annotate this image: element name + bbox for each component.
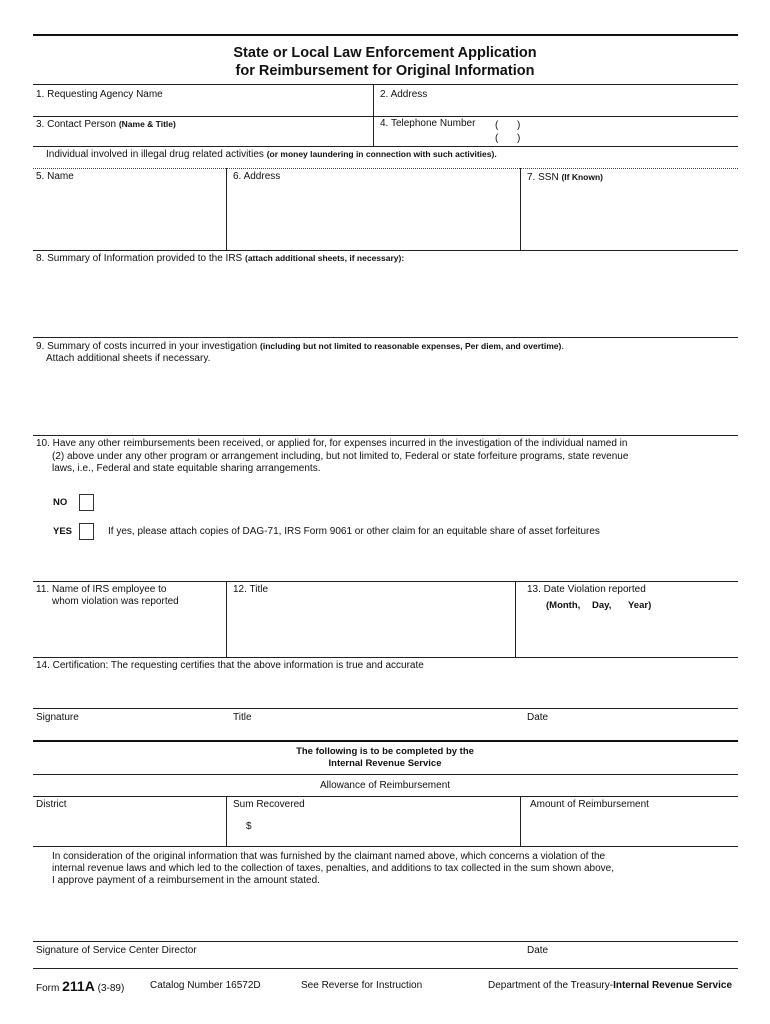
district-label: District: [36, 799, 67, 810]
year-label: Year): [628, 600, 652, 611]
contact-person-input[interactable]: [36, 131, 370, 147]
date-label: Date: [527, 712, 549, 723]
requesting-agency-label: 1. Requesting Agency Name: [36, 89, 163, 100]
dotted-rule: [33, 168, 738, 169]
department-name: Department of the Treasury-Internal Revenue Service: [488, 980, 733, 991]
area-code-close-1: ): [517, 120, 521, 131]
consideration-line1: In consideration of the original information that was furnished by the claimant named above, which concerns a violation of the: [52, 851, 606, 862]
district-input[interactable]: [36, 814, 224, 844]
rule: [33, 657, 738, 658]
irs-section-heading-line1: The following is to be completed by the: [296, 746, 474, 757]
sum-recovered-input[interactable]: [256, 818, 518, 838]
reimbursement-question-line2: (2) above under any other program or arrangement including, but not limited to, Federal or state forfeiture programs, state revenue: [52, 451, 629, 462]
telephone-input-1[interactable]: [525, 120, 729, 134]
divider: [226, 168, 227, 250]
certification-signature-input[interactable]: [36, 690, 735, 708]
date-violation-label: 13. Date Violation reported: [527, 584, 646, 595]
rule: [33, 708, 738, 709]
divider: [520, 796, 521, 846]
yes-label: YES: [53, 526, 73, 537]
rule: [33, 968, 738, 969]
top-rule: [33, 34, 738, 36]
certification-text: 14. Certification: The requesting certifies that the above information is true and accurate: [36, 660, 424, 671]
rule: [33, 116, 738, 117]
dollar-sign: $: [246, 821, 252, 832]
divider: [226, 581, 227, 657]
ssn-label: 7. SSN (If Known): [527, 172, 604, 183]
date-violation-input[interactable]: [527, 616, 731, 654]
name-label: 5. Name: [36, 171, 74, 182]
summary-info-label: 8. Summary of Information provided to the IRS (attach additional sheets, if necessary):: [36, 253, 405, 264]
individual-address-label: 6. Address: [233, 171, 281, 182]
ssn-input[interactable]: [527, 186, 731, 202]
agency-address-input[interactable]: [380, 101, 734, 117]
telephone-label: 4. Telephone Number: [380, 118, 476, 129]
irs-employee-label-line2: whom violation was reported: [52, 596, 179, 607]
director-date-label: Date: [527, 945, 549, 956]
individual-name-input[interactable]: [36, 186, 224, 250]
rule: [33, 435, 738, 436]
divider: [226, 796, 227, 846]
form-title-line1: State or Local Law Enforcement Application: [233, 45, 537, 61]
irs-employee-label-line1: 11. Name of IRS employee to: [36, 584, 167, 595]
irs-section-heading-line2: Internal Revenue Service: [328, 758, 442, 769]
telephone-input-2[interactable]: [525, 133, 729, 147]
director-signature-input[interactable]: [36, 918, 735, 940]
irs-employee-input[interactable]: [36, 612, 224, 654]
month-label: (Month,: [546, 600, 581, 611]
catalog-number: Catalog Number 16572D: [150, 980, 261, 991]
amount-reimbursement-label: Amount of Reimbursement: [530, 799, 649, 810]
reimbursement-question-line1: 10. Have any other reimbursements been received, or applied for, for expenses incurred in the investigation of the individual named in: [36, 438, 628, 449]
director-signature-label: Signature of Service Center Director: [36, 945, 197, 956]
yes-checkbox[interactable]: [79, 523, 94, 540]
rule: [33, 846, 738, 847]
address-label: 2. Address: [380, 89, 428, 100]
see-reverse-note: See Reverse for Instruction: [301, 980, 423, 991]
yes-instruction: If yes, please attach copies of DAG-71, IRS Form 9061 or other claim for an equitable share of asset forfeitures: [108, 526, 600, 537]
divider: [515, 581, 516, 657]
reimbursement-question-line3: laws, i.e., Federal and state equitable sharing arrangements.: [52, 463, 321, 474]
area-code-open-2: (: [495, 133, 499, 144]
divider: [520, 168, 521, 250]
irs-title-input[interactable]: [233, 604, 512, 654]
consideration-line3: I approve payment of a reimbursement in the amount stated.: [52, 875, 320, 886]
rule: [33, 337, 738, 338]
no-label: NO: [53, 497, 68, 508]
requesting-agency-input[interactable]: [36, 101, 370, 117]
divider: [373, 84, 374, 146]
rule: [33, 796, 738, 797]
summary-info-input[interactable]: [36, 268, 735, 338]
title-label: Title: [233, 712, 252, 723]
section-rule: [33, 740, 738, 742]
individual-heading: Individual involved in illegal drug related activities (or money laundering in connection with such activities).: [46, 149, 497, 160]
area-code-open-1: (: [495, 120, 499, 131]
allowance-heading: Allowance of Reimbursement: [319, 780, 451, 791]
irs-title-label: 12. Title: [233, 584, 269, 595]
rule: [33, 581, 738, 582]
area-code-close-2: ): [517, 133, 521, 144]
day-label: Day,: [592, 600, 612, 611]
no-checkbox[interactable]: [79, 494, 94, 511]
rule: [33, 146, 738, 147]
sum-recovered-label: Sum Recovered: [233, 799, 305, 810]
consideration-line2: internal revenue laws and which led to the collection of taxes, penalties, and additions to tax collected in the sum shown above,: [52, 863, 615, 874]
rule: [33, 774, 738, 775]
attach-sheets-note: Attach additional sheets if necessary.: [46, 353, 211, 364]
form-number: Form 211A (3-89): [36, 978, 125, 994]
signature-label: Signature: [36, 712, 79, 723]
rule: [33, 84, 738, 85]
summary-costs-label: 9. Summary of costs incurred in your investigation (including but not limited to reasonable expenses, Per diem, and overtime).: [36, 341, 565, 352]
summary-costs-input[interactable]: [36, 370, 735, 436]
individual-address-input[interactable]: [233, 186, 517, 250]
amount-reimbursement-input[interactable]: [530, 814, 734, 844]
contact-person-label: 3. Contact Person (Name & Title): [36, 119, 176, 130]
rule: [33, 941, 738, 942]
form-title-line2: for Reimbursement for Original Information: [235, 63, 535, 79]
rule: [33, 250, 738, 251]
